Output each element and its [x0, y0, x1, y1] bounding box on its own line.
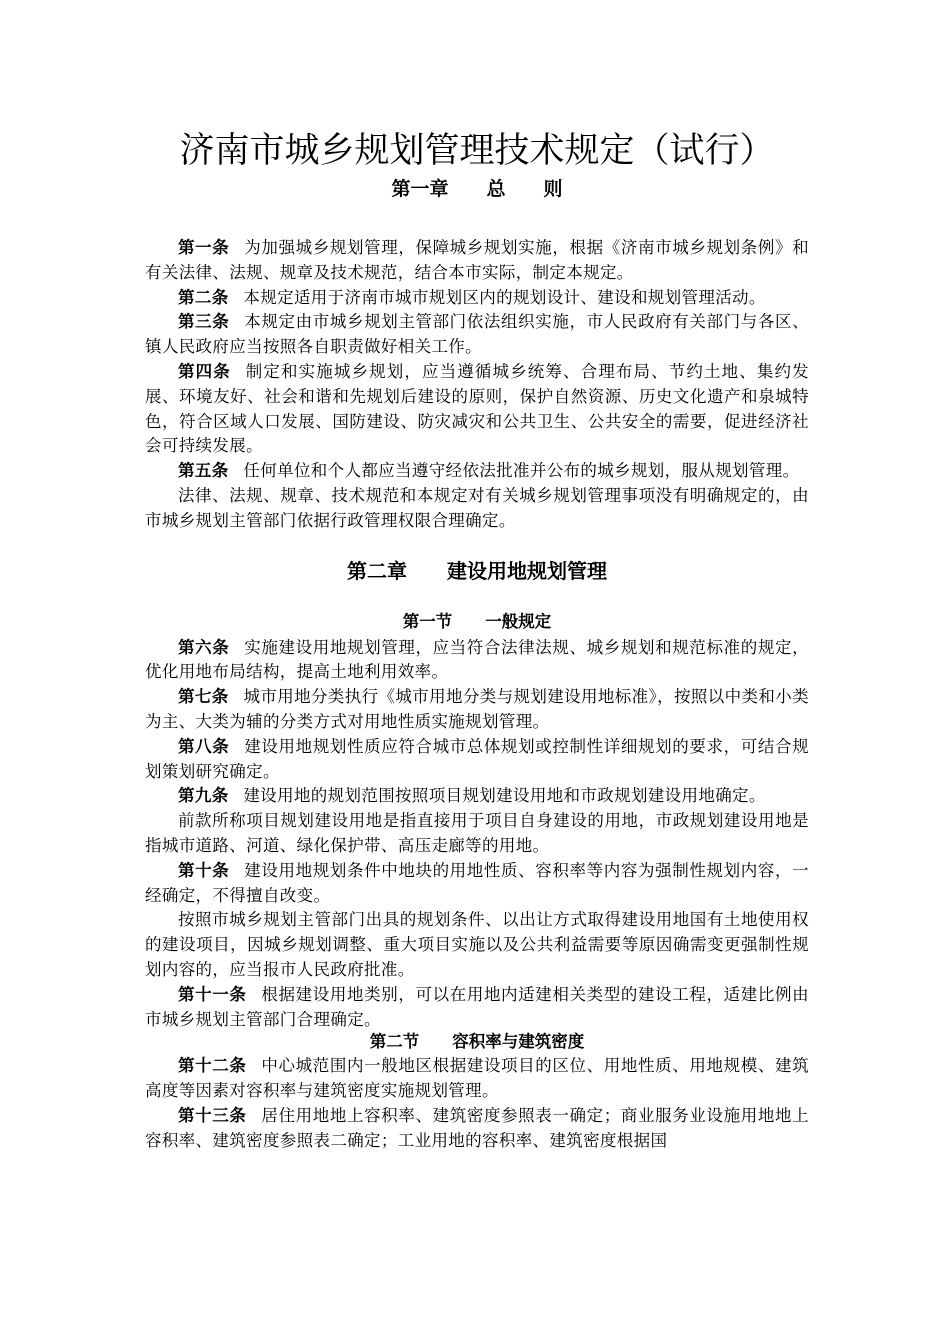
article-label: 第九条 [178, 786, 229, 806]
article-2 [145, 286, 809, 311]
article-label: 第三条 [178, 312, 230, 332]
article-9 [145, 784, 809, 809]
article-8 [145, 735, 809, 785]
chapter-heading-1: 第一章 总 则 [391, 178, 563, 200]
article-4 [145, 360, 809, 459]
section-heading-2: 第二节 容积率与建筑密度 [369, 1032, 585, 1052]
article-label: 第七条 [178, 687, 229, 707]
article-1 [145, 236, 809, 286]
article-12 [145, 1054, 809, 1104]
document-page [145, 128, 809, 1154]
article-text: 建设用地的规划范围按照项目规划建设用地和市政规划建设用地确定。 [243, 786, 766, 806]
article-text: 任何单位和个人都应当遵守经依法批准并公布的城乡规划，服从规划管理。 [243, 461, 800, 481]
article-10-paragraph-2: 按照市城乡规划主管部门出具的规划条件、以出让方式取得建设用地国有土地使用权的建设项目，因城乡规划调整、重大项目实施以及公共利益需要等原因确需变更强制性规划内容的，应当报市人民政府批准。 [145, 910, 809, 979]
article-text: 居住用地地上容积率、建筑密度参照表一确定；商业服务业设施用地地上容积率、建筑密度参照表二确定；工业用地的容积率、建筑密度根据国 [145, 1105, 809, 1150]
article-9-paragraph-2: 前款所称项目规划建设用地是指直接用于项目自身建设的用地，市政规划建设用地是指城市道路、河道、绿化保护带、高压走廊等的用地。 [145, 811, 809, 855]
article-text: 实施建设用地规划管理，应当符合法律法规、城乡规划和规范标准的规定，优化用地布局结构，提高土地利用效率。 [145, 637, 809, 682]
article-label: 第五条 [178, 461, 229, 481]
article-label: 第十条 [178, 860, 230, 880]
section-heading-1: 第一节 一般规定 [402, 611, 552, 631]
article-text: 根据建设用地类别，可以在用地内适建相关类型的建设工程，适建比例由市城乡规划主管部门合理确定。 [145, 984, 809, 1029]
article-label: 第十三条 [178, 1105, 247, 1125]
article-label: 第十二条 [178, 1056, 247, 1076]
article-text: 为加强城乡规划管理，保障城乡规划实施，根据《济南市城乡规划条例》和有关法律、法规、规章及技术规范，结合本市实际，制定本规定。 [145, 238, 809, 282]
article-5-paragraph-2: 法律、法规、规章、技术规范和本规定对有关城乡规划管理事项没有明确规定的，由市城乡规划主管部门依据行政管理权限合理确定。 [145, 485, 809, 530]
article-13 [145, 1104, 809, 1154]
article-11 [145, 983, 809, 1033]
chapter-heading-2: 第二章 建设用地规划管理 [347, 558, 607, 583]
article-label: 第一条 [178, 238, 230, 257]
article-text: 中心城范围内一般地区根据建设项目的区位、用地性质、用地规模、建筑高度等因素对容积率与建筑密度实施规划管理。 [145, 1056, 809, 1101]
article-6 [145, 636, 809, 686]
article-5 [145, 459, 809, 484]
article-label: 第六条 [178, 637, 230, 657]
article-text: 建设用地规划性质应符合城市总体规划或控制性详细规划的要求，可结合规划策划研究确定。 [145, 736, 809, 781]
article-10 [145, 859, 809, 909]
article-7 [145, 685, 809, 735]
article-text: 本规定由市城乡规划主管部门依法组织实施，市人民政府有关部门与各区、镇人民政府应当按照各自职责做好相关工作。 [145, 312, 809, 357]
article-label: 第八条 [178, 736, 230, 756]
article-text: 制定和实施城乡规划，应当遵循城乡统筹、合理布局、节约土地、集约发展、环境友好、社会和谐和先规划后建设的原则，保护自然资源、历史文化遗产和泉城特色，符合区域人口发展、国防建设、防灾减灾和公共卫生、公共安全的需要，促进经济社会可持续发展。 [145, 361, 809, 456]
article-text: 城市用地分类执行《城市用地分类与规划建设用地标准》，按照以中类和小类为主、大类为辅的分类方式对用地性质实施规划管理。 [145, 687, 809, 731]
article-text: 建设用地规划条件中地块的用地性质、容积率等内容为强制性规划内容，一经确定，不得擅自改变。 [145, 860, 809, 905]
article-3 [145, 310, 809, 360]
article-text: 本规定适用于济南市城市规划区内的规划设计、建设和规划管理活动。 [243, 287, 766, 307]
document-title: 济南市城乡规划管理技术规定（试行） [179, 131, 775, 171]
article-label: 第二条 [178, 287, 229, 307]
article-label: 第四条 [178, 361, 231, 381]
article-label: 第十一条 [178, 984, 247, 1004]
